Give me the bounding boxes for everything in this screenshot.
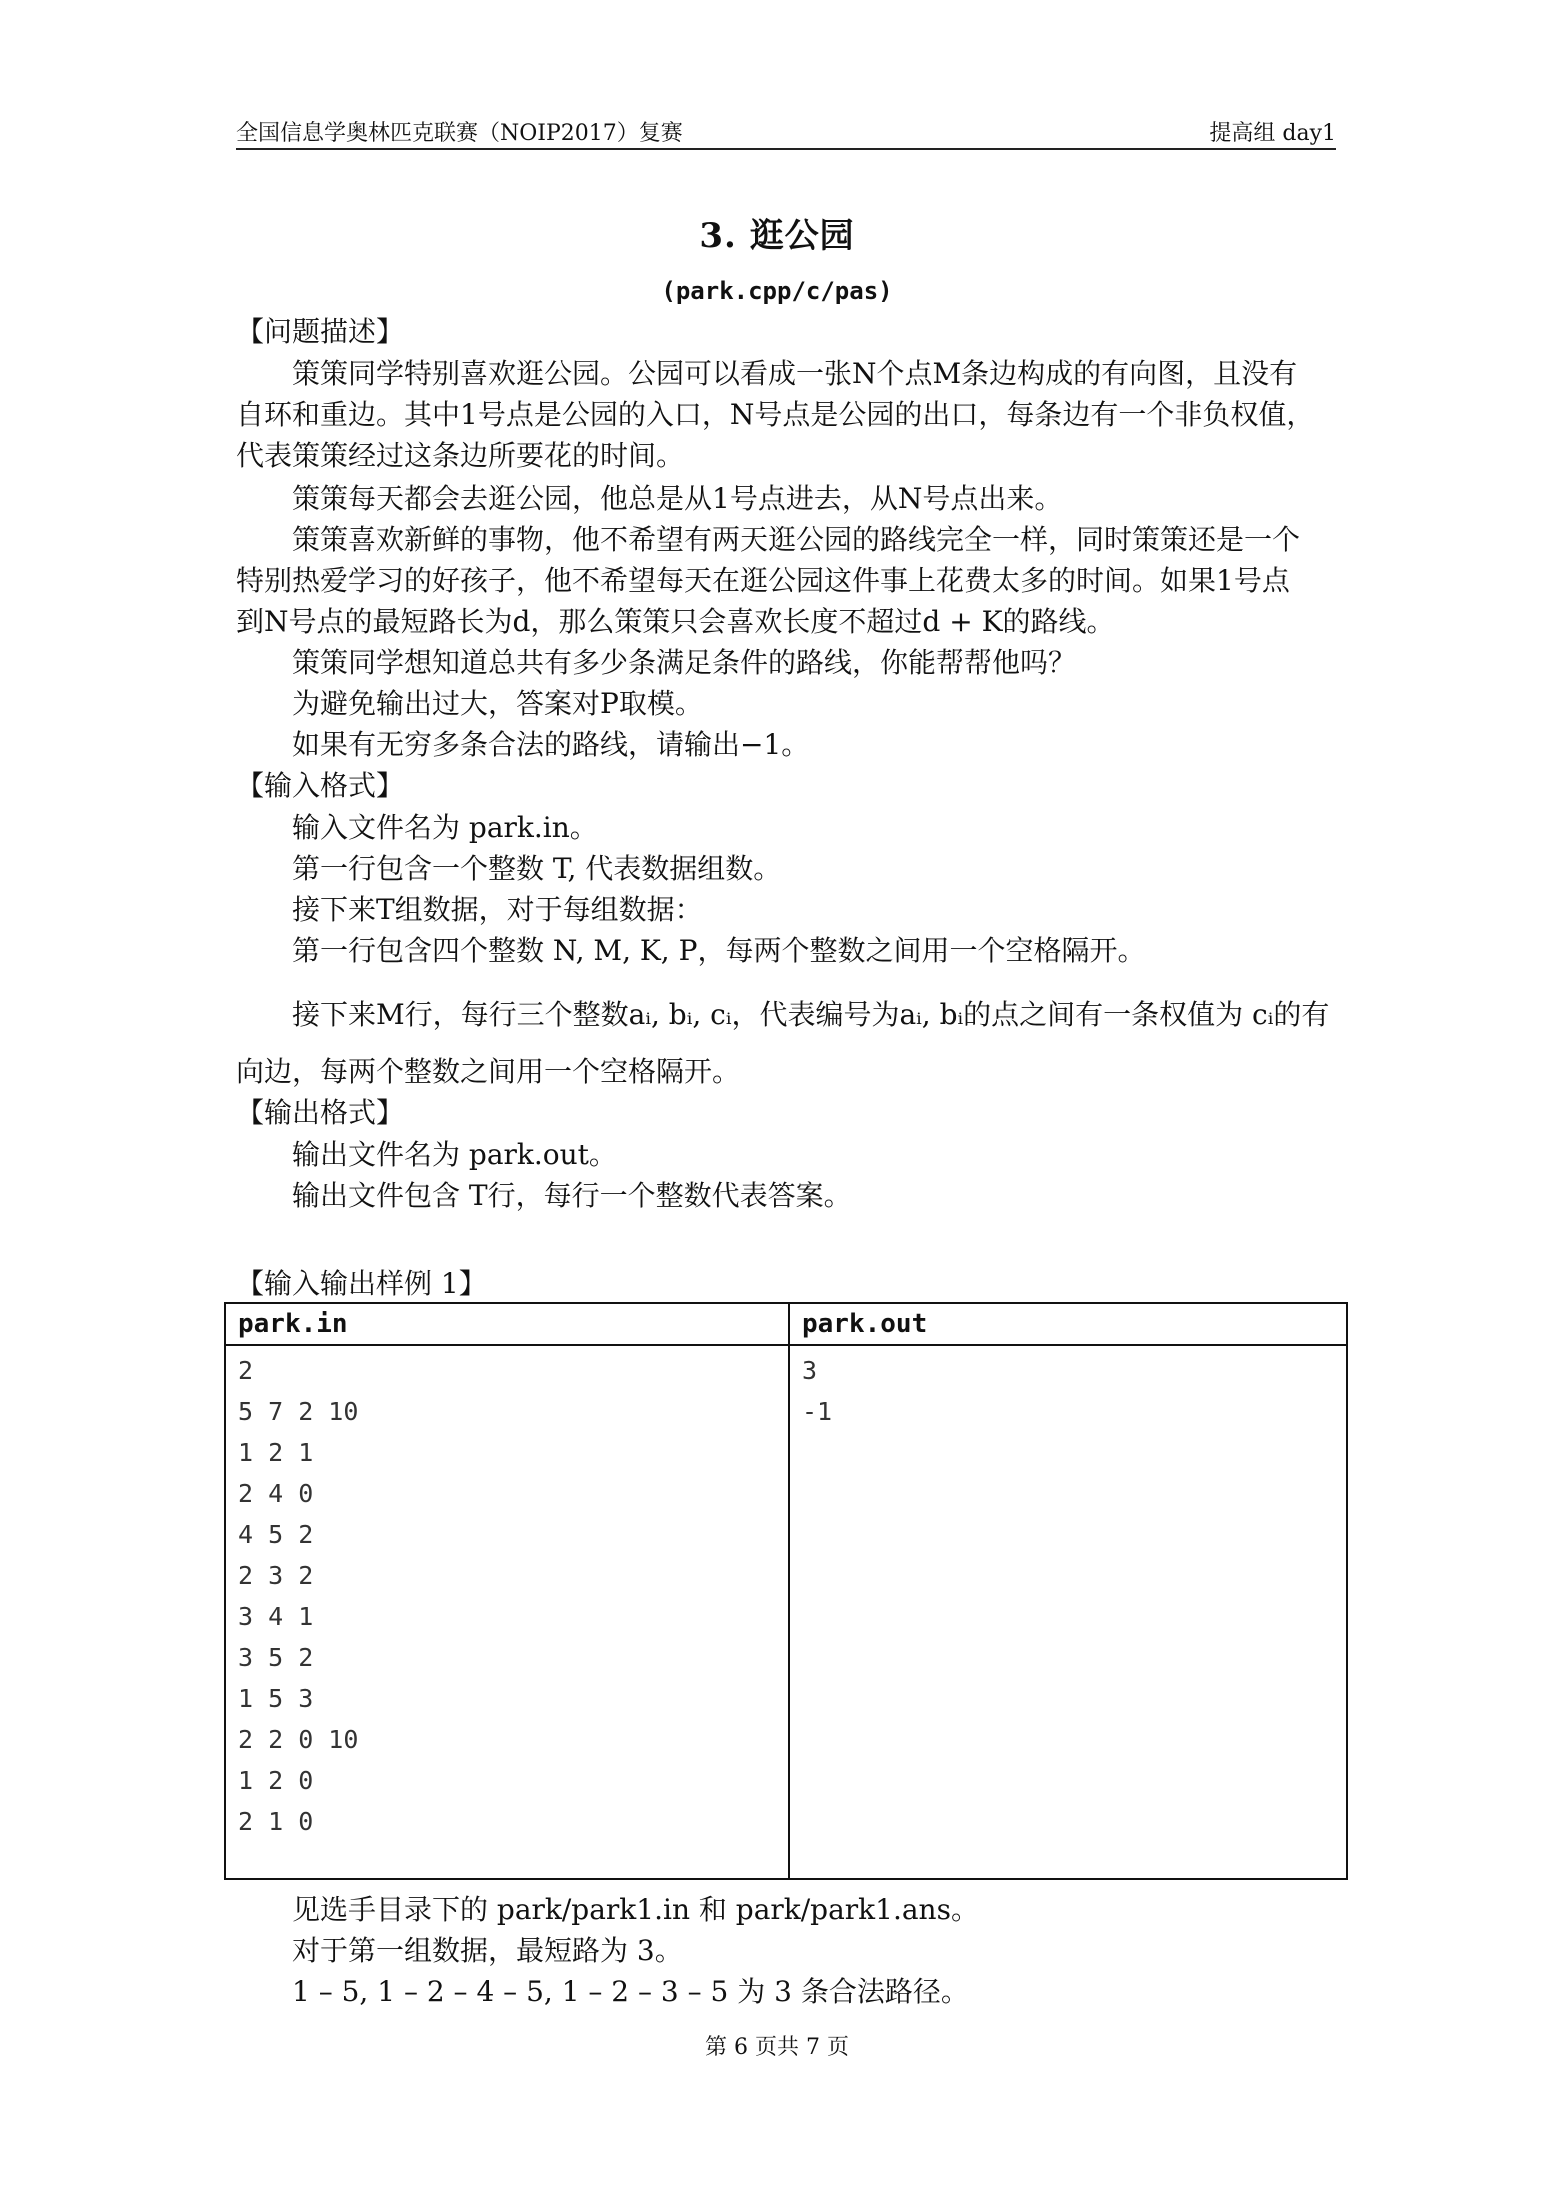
- output-format-line: 输出文件名为 park.out。: [292, 1138, 617, 1171]
- description-paragraph-line: 策策同学特别喜欢逛公园。公园可以看成一张N个点M条边构成的有向图，且没有: [292, 357, 1298, 390]
- description-paragraph-line: 策策每天都会去逛公园，他总是从1号点进去，从N号点出来。: [292, 482, 1063, 515]
- sample-input-line: 3 4 1: [238, 1602, 314, 1631]
- section-heading-description: 【问题描述】: [236, 315, 405, 348]
- sample-input-line: 1 5 3: [238, 1684, 314, 1713]
- sample-output-line: -1: [802, 1397, 833, 1426]
- running-header: [236, 108, 1336, 150]
- sample-input-line: 1 2 0: [238, 1766, 314, 1795]
- input-format-line: 接下来T组数据，对于每组数据：: [292, 893, 703, 926]
- sample-input-line: 1 2 1: [238, 1438, 314, 1467]
- description-paragraph-line: 自环和重边。其中1号点是公园的入口，N号点是公园的出口，每条边有一个非负权值，: [236, 398, 1315, 431]
- sample-input-line: 5 7 2 10: [238, 1397, 359, 1426]
- problem-title: 3. 逛公园: [699, 216, 855, 256]
- sample-input-line: 2 4 0: [238, 1479, 314, 1508]
- sample-input-header: park.in: [225, 1303, 789, 1345]
- sample-input-cell: [225, 1345, 789, 1879]
- sample-note-line: 见选手目录下的 park/park1.in 和 park/park1.ans。: [292, 1893, 979, 1926]
- sample-note-line: 对于第一组数据，最短路为 3。: [292, 1934, 683, 1967]
- sample-input-line: 2 2 0 10: [238, 1725, 359, 1754]
- input-format-line: 接下来M行，每行三个整数aᵢ, bᵢ, cᵢ，代表编号为aᵢ, bᵢ的点之间有一条权值为 cᵢ的有: [292, 998, 1330, 1031]
- description-paragraph-line: 如果有无穷多条合法的路线，请输出−1。: [292, 728, 810, 761]
- input-format-line: 第一行包含四个整数 N, M, K, P，每两个整数之间用一个空格隔开。: [292, 934, 1146, 967]
- sample-input-line: 4 5 2: [238, 1520, 314, 1549]
- sample-note-line: 1 – 5, 1 – 2 – 4 – 5, 1 – 2 – 3 – 5 为 3 条合法路径。: [292, 1975, 969, 2008]
- section-heading-output: 【输出格式】: [236, 1096, 405, 1129]
- problem-filename: (park.cpp/c/pas): [661, 277, 893, 305]
- input-format-line: 第一行包含一个整数 T, 代表数据组数。: [292, 852, 782, 885]
- output-format-line: 输出文件包含 T行，每行一个整数代表答案。: [292, 1179, 852, 1212]
- description-paragraph-line: 为避免输出过大，答案对P取模。: [292, 687, 703, 720]
- description-paragraph-line: 特别热爱学习的好孩子，他不希望每天在逛公园这件事上花费太多的时间。如果1号点: [236, 564, 1290, 597]
- sample-output-cell: [789, 1345, 1347, 1879]
- header-group-day: 提高组 day1: [1209, 121, 1336, 146]
- description-paragraph-line: 到N号点的最短路长为d，那么策策只会喜欢长度不超过d + K的路线。: [236, 605, 1115, 638]
- input-format-line: 输入文件名为 park.in。: [292, 811, 598, 844]
- sample-title: 【输入输出样例 1】: [236, 1267, 487, 1300]
- sample-io-table: [224, 1302, 1348, 1880]
- sample-output-line: 3: [802, 1356, 818, 1385]
- sample-input-line: 2 3 2: [238, 1561, 314, 1590]
- input-format-line: 向边，每两个整数之间用一个空格隔开。: [236, 1055, 741, 1088]
- sample-input-line: 2: [238, 1356, 254, 1385]
- sample-input-line: 3 5 2: [238, 1643, 314, 1672]
- sample-input-line: 2 1 0: [238, 1807, 314, 1836]
- description-paragraph-line: 策策喜欢新鲜的事物，他不希望有两天逛公园的路线完全一样，同时策策还是一个: [292, 523, 1301, 556]
- section-heading-input: 【输入格式】: [236, 769, 405, 802]
- description-paragraph-line: 策策同学想知道总共有多少条满足条件的路线，你能帮帮他吗？: [292, 646, 1077, 679]
- description-paragraph-line: 代表策策经过这条边所要花的时间。: [236, 439, 685, 472]
- header-contest-name: 全国信息学奥林匹克联赛（NOIP2017）复赛: [236, 121, 683, 146]
- sample-output-header: park.out: [789, 1303, 1347, 1345]
- page-footer: 第 6 页共 7 页: [705, 2035, 849, 2060]
